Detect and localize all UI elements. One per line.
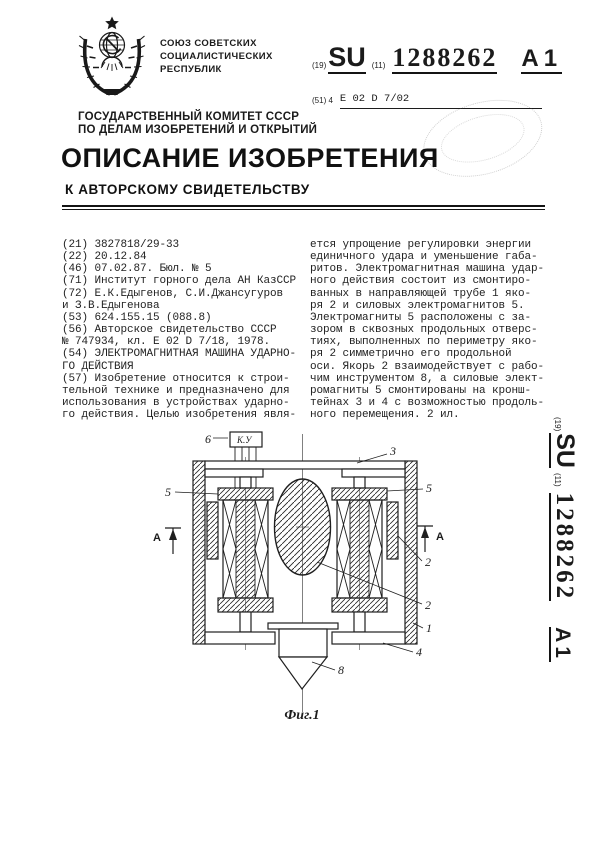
side-kind-code: A1	[551, 627, 574, 662]
page-subtitle: К АВТОРСКОМУ СВИДЕТЕЛЬСТВУ	[65, 182, 310, 197]
control-unit-text: К.У	[237, 435, 252, 445]
figure-label-4: 4	[416, 645, 422, 659]
star-icon	[105, 17, 119, 30]
ipc-label: (51) 4	[312, 96, 333, 105]
figure-label-3: 3	[390, 444, 396, 458]
tool-tip	[279, 657, 327, 689]
country-code: SU	[328, 42, 366, 72]
section-letter-right: А	[436, 531, 444, 543]
header-divider	[62, 205, 545, 210]
tool-shank	[279, 629, 327, 657]
armature-block-left	[207, 502, 218, 559]
document-id	[312, 44, 562, 74]
figure-label-1: 1	[426, 621, 432, 635]
armature-block-right	[387, 502, 398, 559]
housing-top-plate	[205, 461, 405, 469]
side-country-code: SU	[551, 433, 579, 468]
abstract-column-right: ется упрощение регулировки энергии единичного удара и уменьшение габа- ритов. Электромагнитная машина удар- ного действия состоит из смонтиро- ванных в направляющей трубе 1 яко- ря 2 и силовых электромагнитов 5. Электромагниты 5 расположены с за- зором в сквозных продольных отверс- тиях, выполненных по периметру яко- ря 2 симметрично его продольной оси. Якорь 2 взаимодействует с рабо- чим инструментом 8, а силовые элект- ромагниты 5 смонтированы на кронш- тейнах 3 и 4 с возможностью продоль- ного перемещения. 2 ил.	[310, 239, 545, 422]
figure-drawing	[150, 424, 460, 744]
housing-wall-left	[193, 461, 205, 644]
union-name: СОЮЗ СОВЕТСКИХ СОЦИАЛИСТИЧЕСКИХ РЕСПУБЛИК	[160, 38, 273, 75]
bracket-left	[205, 469, 263, 477]
document-number: 1288262	[392, 43, 498, 72]
housing-wall-right	[405, 461, 417, 644]
country-code-label: (19)	[312, 61, 327, 70]
figure-label-5b: 5	[426, 481, 432, 495]
figure-label-5a: 5	[165, 485, 171, 499]
bottom-plate-right	[332, 632, 405, 644]
coil-left-top-flange	[218, 488, 273, 500]
side-document-id	[549, 417, 577, 662]
number-label: (11)	[371, 61, 386, 70]
coil-right-top-flange	[332, 488, 387, 500]
tool-flange	[268, 623, 338, 629]
ipc-code: E 02 D 7/02	[340, 93, 542, 109]
ussr-emblem	[75, 15, 149, 97]
figure-label-2b: 2	[425, 598, 431, 612]
armature-core	[275, 479, 331, 575]
side-number-label: (11)	[553, 472, 562, 487]
coil-right-bottom-flange	[332, 598, 387, 612]
coil-left-bottom-flange	[218, 598, 273, 612]
side-document-number: 1288262	[551, 492, 578, 602]
committee-name: ГОСУДАРСТВЕННЫЙ КОМИТЕТ СССР ПО ДЕЛАМ ИЗОБРЕТЕНИЙ И ОТКРЫТИЙ	[78, 111, 318, 136]
section-letter-left: А	[153, 532, 161, 544]
figure-caption: Фиг.1	[284, 708, 320, 723]
figure-label-6: 6	[205, 432, 211, 446]
bottom-plate-left	[205, 632, 275, 644]
figure-label-8: 8	[338, 663, 344, 677]
side-country-code-label: (19)	[553, 417, 562, 432]
kind-code: A1	[521, 45, 563, 72]
figure-label-2a: 2	[425, 555, 431, 569]
biblio-column-left: (21) 3827818/29-33 (22) 20.12.84 (46) 07.02.87. Бюл. № 5 (71) Институт горного дела АН КазССР (72) Е.К.Едыгенов, С.И.Джансугуров и З.В.Едыгенова (53) 624.155.15 (088.8) (56) Авторское свидетельство СССР № 747934, кл. E 02 D 7/18, 1978. (54) ЭЛЕКТРОМАГНИТНАЯ МАШИНА УДАРНО- ГО ДЕЙСТВИЯ (57) Изобретение относится к строи- тельной технике и предназначено для использования в устройствах ударно- го действия. Целью изобретения явля-	[62, 239, 297, 422]
bracket-right	[342, 469, 405, 477]
page-title: ОПИСАНИЕ ИЗОБРЕТЕНИЯ	[61, 143, 439, 173]
